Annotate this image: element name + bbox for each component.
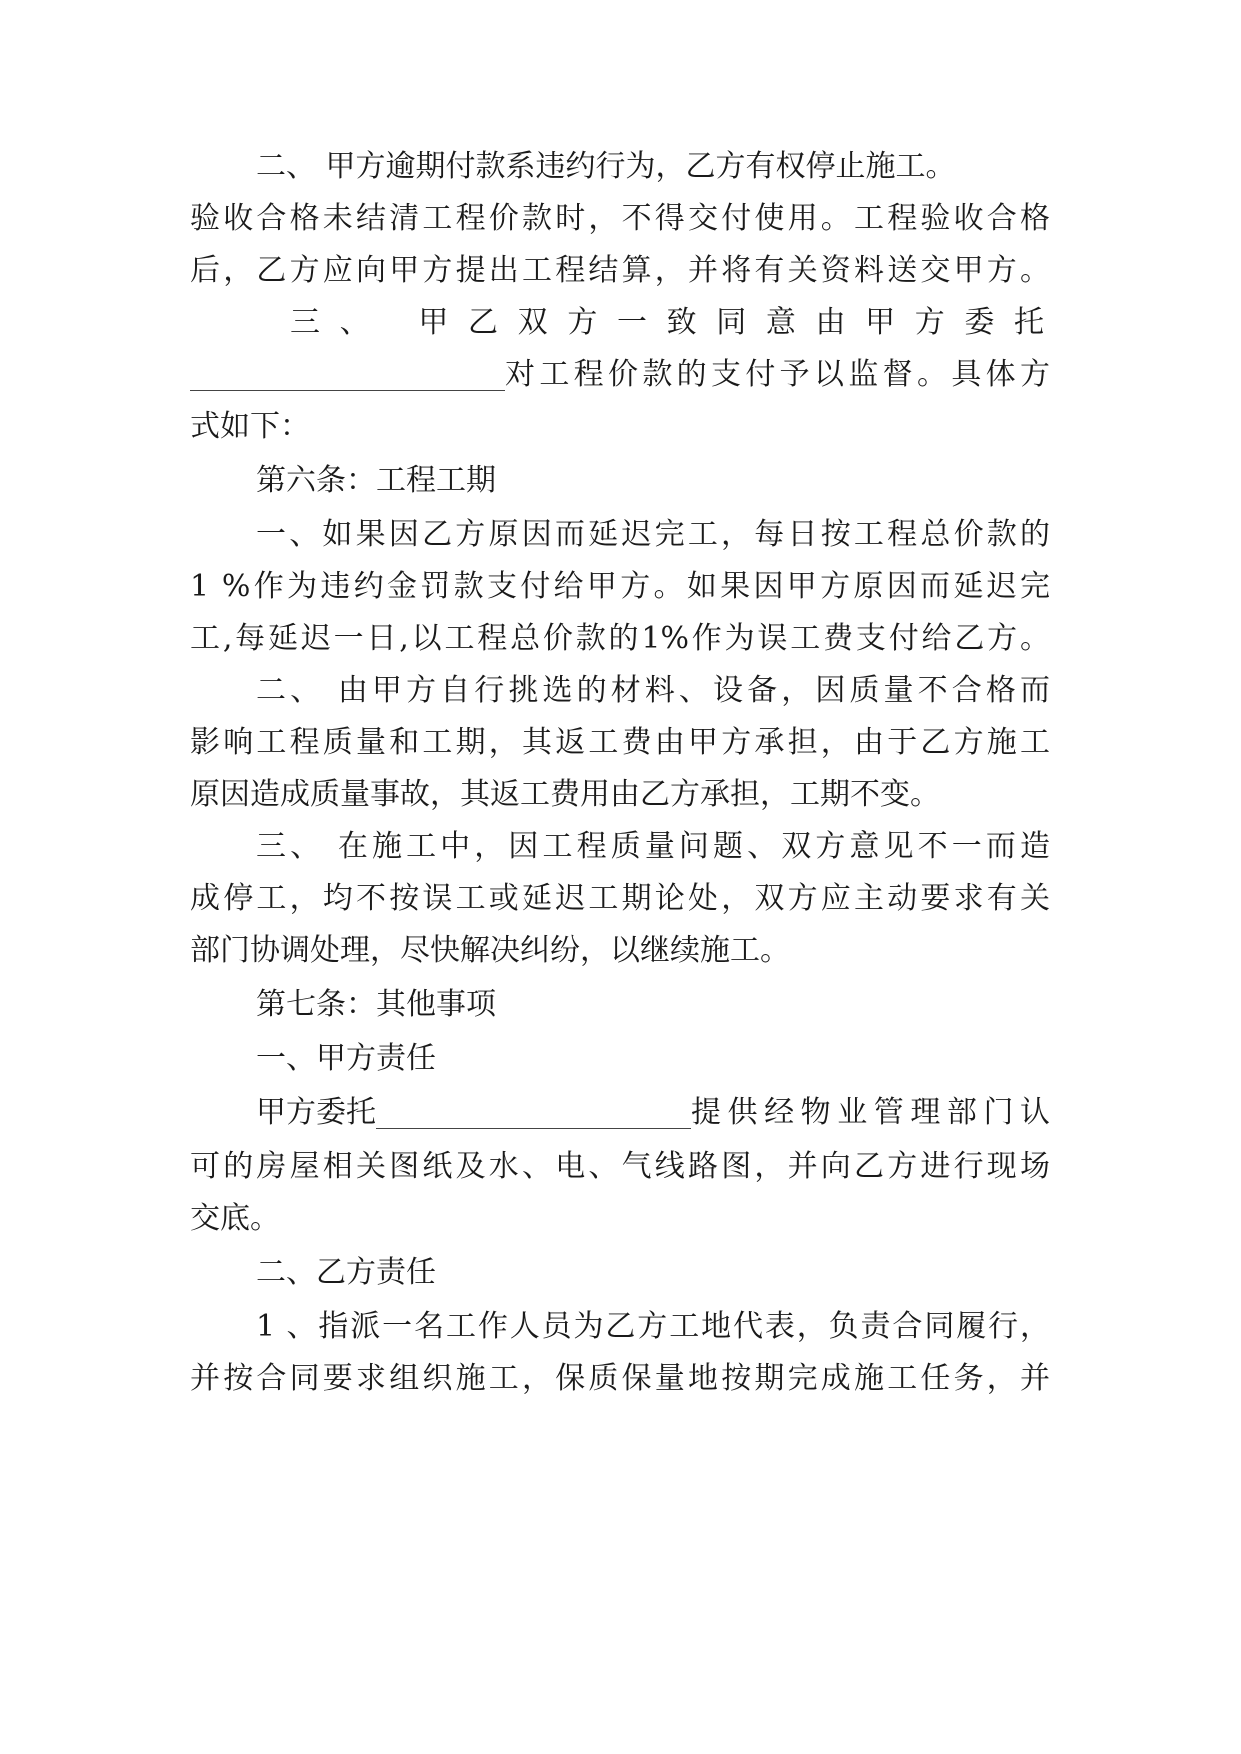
text-line: 影响工程质量和工期，其返工费由甲方承担，由于乙方施工 [190, 725, 1050, 760]
section-heading: 第七条：其他事项 [256, 987, 496, 1022]
text-line: 验收合格未结清工程价款时，不得交付使用。工程验收合格 [190, 201, 1050, 236]
text-line: 二、 甲方逾期付款系违约行为，乙方有权停止施工。 [256, 149, 956, 184]
text-segment: 提供经物业管理部门认 [691, 1095, 1050, 1130]
fill-in-blank [376, 1098, 691, 1129]
text-line: 交底。 [190, 1201, 280, 1236]
text-segment: 对工程价款的支付予以监督。具体方 [505, 357, 1050, 392]
text-line-with-blank [256, 1088, 1050, 1138]
text-line: 二、 由甲方自行挑选的材料、设备，因质量不合格而 [256, 673, 1050, 708]
fill-in-blank [190, 360, 505, 391]
text-line: 成停工，均不按误工或延迟工期论处，双方应主动要求有关 [190, 881, 1050, 916]
text-line: 一、如果因乙方原因而延迟完工，每日按工程总价款的 [256, 517, 1050, 552]
text-line: 三、 在施工中，因工程质量问题、双方意见不一而造 [256, 829, 1050, 864]
section-heading: 第六条：工程工期 [256, 463, 496, 498]
text-line: 后，乙方应向甲方提出工程结算，并将有关资料送交甲方。 [190, 253, 1050, 288]
text-line-with-blank [190, 350, 1050, 400]
text-line: 并按合同要求组织施工，保质保量地按期完成施工任务，并 [190, 1361, 1050, 1396]
subsection-heading: 一、甲方责任 [256, 1041, 436, 1076]
text-line: 1 、指派一名工作人员为乙方工地代表，负责合同履行， [256, 1309, 1050, 1344]
text-line: 1 %作为违约金罚款支付给甲方。如果因甲方原因而延迟完 [190, 569, 1050, 604]
text-line: 工,每延迟一日,以工程总价款的1%作为误工费支付给乙方。 [190, 621, 1050, 656]
text-line: 三、 甲乙双方一致同意由甲方委托 [290, 305, 1050, 340]
text-line: 原因造成质量事故，其返工费用由乙方承担，工期不变。 [190, 777, 940, 812]
text-line: 式如下： [190, 409, 310, 444]
text-line: 可的房屋相关图纸及水、电、气线路图，并向乙方进行现场 [190, 1149, 1050, 1184]
subsection-heading: 二、乙方责任 [256, 1255, 436, 1290]
text-line: 部门协调处理，尽快解决纠纷，以继续施工。 [190, 933, 790, 968]
text-segment: 甲方委托 [256, 1095, 376, 1130]
